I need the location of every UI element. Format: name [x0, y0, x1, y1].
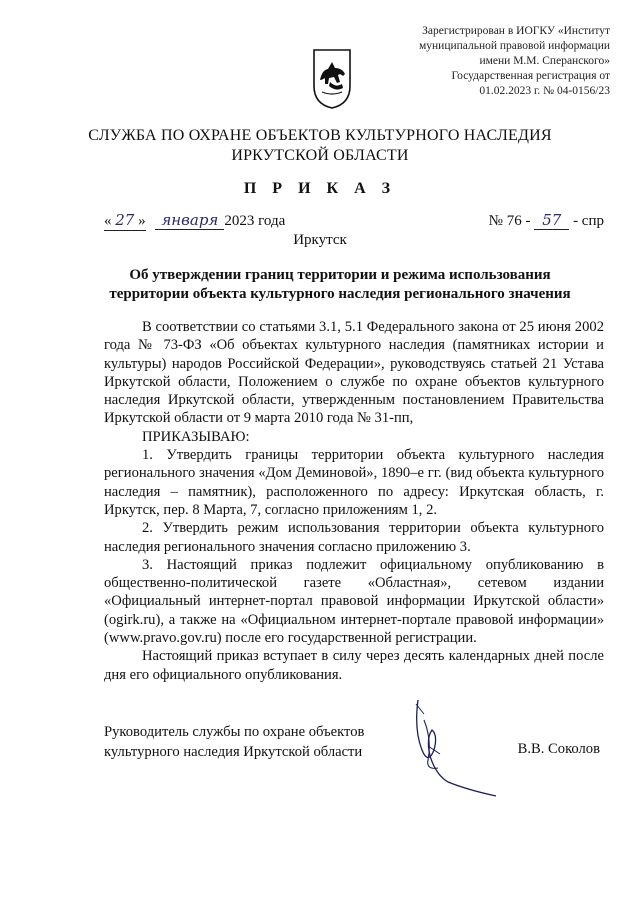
order-body: [104, 318, 604, 684]
preamble-paragraph: В соответствии со статьями 3.1, 5.1 Федерального закона от 25 июня 2002 года № 73-ФЗ «Об объектах культурного наследия (памятниках истории и культуры) народов Российской Федерации», руководствуясь статьей 21 Устава Иркутской области, Положением о службе по охране объектов культурного наследия Иркутской области, утвержденным постановлением Правительства Иркутской области от 9 марта 2010 года № 31-пп,: [104, 319, 604, 427]
order-number-suffix: - спр: [573, 213, 604, 229]
registration-line: Зарегистрирован в ИОГКУ «Институт: [422, 25, 610, 37]
order-number-handwritten: 57: [534, 212, 569, 230]
irkutsk-coat-of-arms-icon: [312, 48, 352, 110]
signer-position-line: культурного наследия Иркутской области: [104, 744, 363, 760]
city: Иркутск: [293, 232, 347, 248]
registration-line: имени М.М. Сперанского»: [479, 55, 610, 67]
order-item-2: 2. Утвердить режим использования территории объекта культурного наследия регионального значения согласно приложению 3.: [104, 520, 604, 555]
signer-position: [104, 722, 364, 762]
date-day-field: [104, 212, 146, 231]
registration-stamp: [400, 24, 610, 99]
date-open-quote: «: [104, 213, 112, 229]
handwritten-signature: [388, 690, 508, 800]
registration-line: 01.02.2023 г. № 04-0156/23: [479, 85, 610, 97]
order-item-1: 1. Утвердить границы территории объекта культурного наследия регионального значения «Дом Деминовой», 1890–е гг. (вид объекта культурного наследия – памятник), расположенного по адресу: Иркутская область, г. Иркутск, пер. 8 Марта, 7, согласно приложениям 1, 2.: [104, 447, 604, 518]
document-type: П Р И К А З: [243, 180, 397, 197]
registration-line: муниципальной правовой информации: [418, 40, 610, 52]
order-date: [104, 212, 285, 231]
order-word: ПРИКАЗЫВАЮ:: [142, 428, 250, 445]
date-month: января: [155, 212, 224, 230]
organization-line: СЛУЖБА ПО ОХРАНЕ ОБЪЕКТОВ КУЛЬТУРНОГО НАСЛЕДИЯ: [88, 127, 552, 144]
date-close-quote: »: [138, 213, 146, 229]
order-number-prefix: № 76 -: [488, 213, 531, 229]
effective-date-paragraph: Настоящий приказ вступает в силу через десять календарных дней после дня его официального опубликования.: [104, 648, 604, 683]
organization-line: ИРКУТСКОЙ ОБЛАСТИ: [231, 147, 409, 164]
signer-position-line: Руководитель службы по охране объектов: [104, 724, 365, 740]
organization-name: [0, 126, 640, 166]
order-subject: Об утверждении границ территории и режима использования территории объекта культурного наследия регионального значения: [109, 267, 571, 302]
date-day: 27: [115, 211, 135, 229]
order-number: [489, 212, 604, 230]
order-item-3: 3. Настоящий приказ подлежит официальному опубликованию в общественно-политической газете «Областная», сетевом издании «Официальный интернет-портал правовой информации Иркутской области» (ogirk.ru), а также на «Официальном интернет-портале правовой информации» (www.pravo.gov.ru) после его государственной регистрации.: [104, 556, 604, 647]
registration-line: Государственная регистрация от: [451, 70, 610, 82]
date-year: 2023 года: [224, 213, 286, 229]
signer-name: В.В. Соколов: [517, 741, 600, 757]
